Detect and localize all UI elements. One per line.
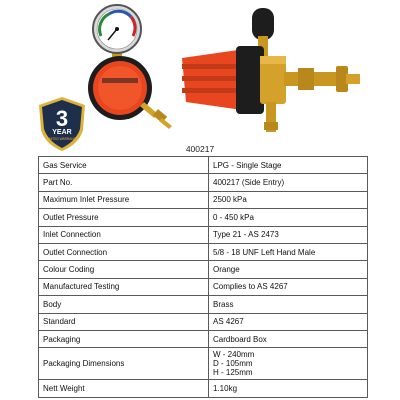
dimension-height: H - 125mm (213, 368, 253, 378)
spec-label: Inlet Connection (39, 226, 209, 243)
spec-value: AS 4267 (209, 313, 368, 330)
table-row (39, 380, 368, 397)
spec-value: 5/8 - 18 UNF Left Hand Male (209, 243, 368, 260)
spec-value: Brass (209, 296, 368, 313)
spec-label: Packaging (39, 330, 209, 347)
dimension-depth: D - 105mm (213, 359, 253, 369)
spec-value: Orange (209, 261, 368, 278)
table-row (39, 296, 368, 313)
table-row (39, 278, 368, 295)
product-hero (0, 0, 400, 150)
spec-value: Type 21 - AS 2473 (209, 226, 368, 243)
badge-subtext: LIMITED WARRANTY (46, 137, 78, 141)
table-row (39, 261, 368, 278)
spec-label: Colour Coding (39, 261, 209, 278)
dimension-width: W - 240mm (213, 350, 255, 360)
table-row (39, 243, 368, 260)
spec-label: Manufactured Testing (39, 278, 209, 295)
spec-label: Maximum Inlet Pressure (39, 191, 209, 208)
part-number-caption: 400217 (185, 144, 215, 154)
table-row (39, 209, 368, 226)
spec-label: Part No. (39, 174, 209, 191)
spec-label: Packaging Dimensions (39, 348, 209, 380)
regulator-side-image (168, 6, 368, 146)
table-row (39, 191, 368, 208)
table-row (39, 330, 368, 347)
spec-label: Gas Service (39, 157, 209, 174)
spec-value: Cardboard Box (209, 330, 368, 347)
table-row-dimensions (39, 348, 368, 380)
spec-label: Outlet Pressure (39, 209, 209, 226)
spec-label: Nett Weight (39, 380, 209, 397)
spec-table (38, 156, 368, 398)
spec-value: 1.10kg (209, 380, 368, 397)
spec-label: Standard (39, 313, 209, 330)
spec-value: 2500 kPa (209, 191, 368, 208)
table-row (39, 226, 368, 243)
spec-value: Complies to AS 4267 (209, 278, 368, 295)
spec-value: LPG - Single Stage (209, 157, 368, 174)
spec-label: Body (39, 296, 209, 313)
badge-word: YEAR (52, 129, 72, 136)
table-row (39, 174, 368, 191)
table-row (39, 313, 368, 330)
spec-value-dimensions (209, 348, 368, 380)
spec-value: 400217 (Side Entry) (209, 174, 368, 191)
badge-number: 3 (55, 106, 69, 131)
table-row (39, 157, 368, 174)
spec-value: 0 - 450 kPa (209, 209, 368, 226)
spec-label: Outlet Connection (39, 243, 209, 260)
